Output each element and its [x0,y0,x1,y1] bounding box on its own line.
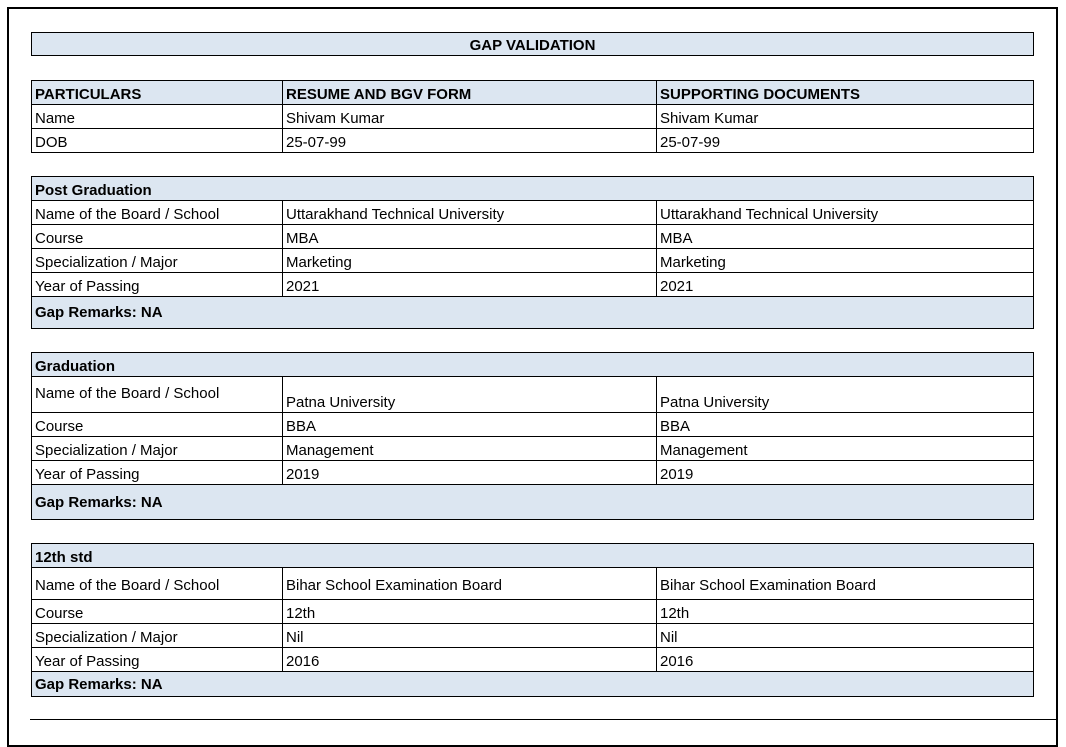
row-resume-value: 25-07-99 [283,129,657,152]
gap-remarks-row [32,672,1033,696]
row-supporting-value: Nil [660,629,678,646]
bottom-rule [30,719,1058,720]
table-row [32,249,1033,273]
table-row [32,225,1033,249]
row-supporting-value: 2016 [660,653,694,670]
table-row [32,624,1033,648]
gap-remarks-row [32,485,1033,519]
table-row [32,377,1033,413]
row-supporting-value: 2019 [660,466,694,483]
personal-table [31,80,1034,153]
page-title: GAP VALIDATION [469,37,596,54]
section-graduation [31,352,1034,520]
section-post-graduation [31,176,1034,329]
row-supporting-value: Management [660,442,748,459]
row-label: Specialization / Major [32,437,283,460]
row-supporting-value: Shivam Kumar [660,110,759,127]
row-supporting-value: 2021 [660,278,694,295]
gap-remarks-row [32,297,1033,328]
table-row [32,600,1033,624]
header-particulars: PARTICULARS [32,81,283,104]
gap-remarks: Gap Remarks: NA [35,675,163,693]
row-resume-value: MBA [283,225,657,248]
section-12th-std [31,543,1034,697]
table-row [32,648,1033,672]
header-supporting: SUPPORTING DOCUMENTS [660,86,861,103]
row-label: Course [32,413,283,436]
row-supporting-value: 25-07-99 [660,134,721,151]
row-supporting-value: Patna University [660,394,770,411]
table-row [32,273,1033,297]
title-row [32,33,1033,55]
row-resume-value: 12th [283,600,657,623]
row-label: Name [32,105,283,128]
row-supporting-value: Bihar School Examination Board [660,577,876,594]
row-supporting-value: Uttarakhand Technical University [660,206,879,223]
section-heading: 12th std [35,549,93,566]
row-label: Course [32,225,283,248]
section-heading-row [32,353,1033,377]
row-label: DOB [32,129,283,152]
section-heading-row [32,177,1033,201]
row-resume-value: Patna University [283,377,657,412]
row-resume-value: Management [283,437,657,460]
row-resume-value: Bihar School Examination Board [283,568,657,599]
row-resume-value: Nil [283,624,657,647]
row-supporting-value: MBA [660,230,693,247]
row-resume-value: BBA [283,413,657,436]
row-label: Specialization / Major [32,249,283,272]
gap-remarks: Gap Remarks: NA [35,304,163,321]
row-label: Year of Passing [32,648,283,671]
table-row [32,105,1033,129]
row-label: Specialization / Major [32,624,283,647]
row-resume-value: 2019 [283,461,657,484]
table-row [32,201,1033,225]
row-label: Year of Passing [32,461,283,484]
table-row [32,437,1033,461]
row-resume-value: Uttarakhand Technical University [283,201,657,224]
row-resume-value: 2016 [283,648,657,671]
table-row [32,129,1033,152]
table-row [32,461,1033,485]
section-heading: Graduation [35,358,116,375]
table-row [32,413,1033,437]
row-resume-value: Shivam Kumar [283,105,657,128]
row-label: Year of Passing [32,273,283,296]
row-supporting-value: 12th [660,605,690,622]
section-heading: Post Graduation [35,182,152,199]
row-supporting-value: Marketing [660,254,726,271]
row-label: Name of the Board / School [32,568,283,599]
row-resume-value: 2021 [283,273,657,296]
row-resume-value: Marketing [283,249,657,272]
row-label: Name of the Board / School [32,201,283,224]
header-row [32,81,1033,105]
section-heading-row [32,544,1033,568]
table-row [32,568,1033,600]
gap-remarks: Gap Remarks: NA [35,493,163,511]
header-resume: RESUME AND BGV FORM [283,81,657,104]
row-label: Name of the Board / School [32,377,283,412]
title-block [31,32,1034,56]
row-supporting-value: BBA [660,418,691,435]
row-label: Course [32,600,283,623]
